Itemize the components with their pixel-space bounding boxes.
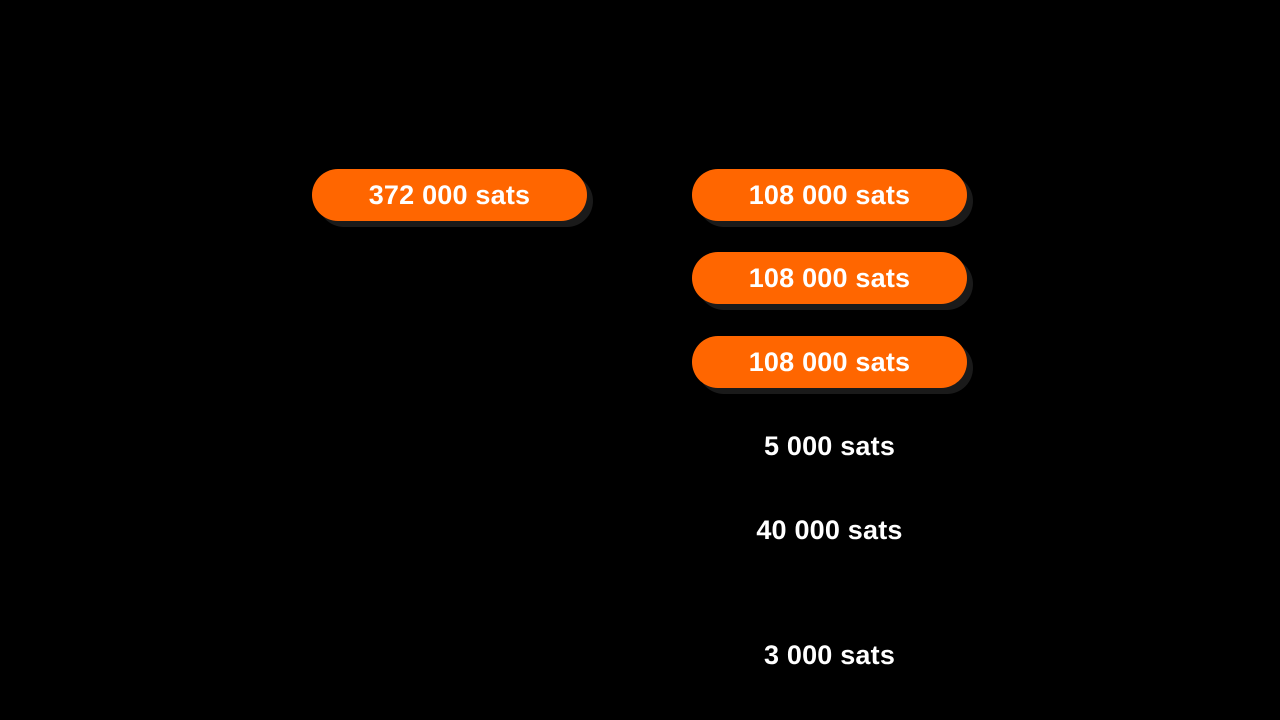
amount-pill[interactable]: 108 000 sats <box>692 169 967 221</box>
amount-label: 3 000 sats <box>763 639 896 670</box>
amount-label: 5 000 sats <box>763 430 896 461</box>
amount-label: 40 000 sats <box>756 514 903 545</box>
amount-pill[interactable]: 108 000 sats <box>692 252 967 304</box>
amount-pill[interactable]: 372 000 sats <box>312 169 587 221</box>
amount-pill[interactable]: 108 000 sats <box>692 336 967 388</box>
